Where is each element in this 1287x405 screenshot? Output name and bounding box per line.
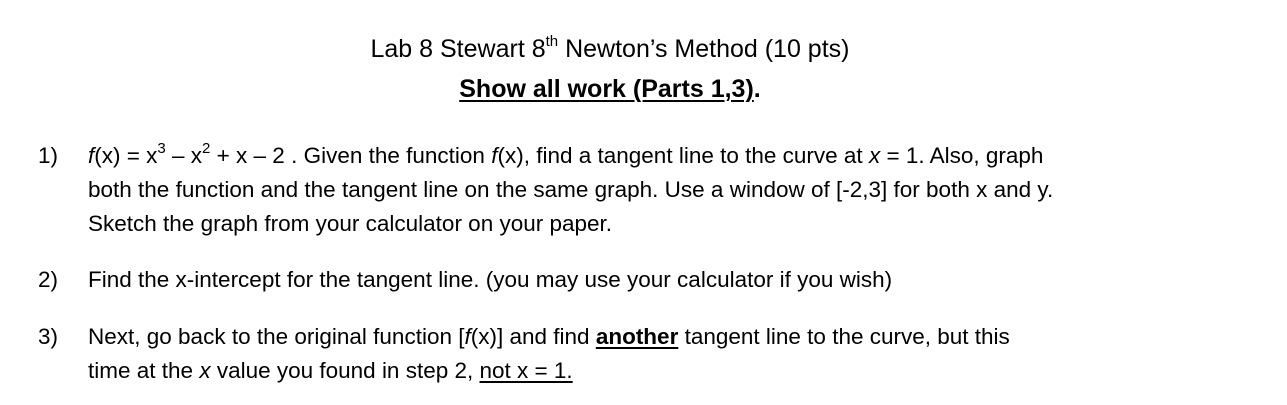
emphasis-not-x: not x = 1. [479, 358, 573, 383]
problem-text: Next, go back to the original function [f(x)] and find another tangent line to the curve, but this time at the x value you found in step 2, not x = 1. [88, 324, 1010, 383]
page-subtitle: Show all work (Parts 1,3). [459, 75, 761, 103]
problem-text: $f(x) = x^3 - x^2 + x - 2$ . Given the function f(x), find a tangent line to the curve at x = 1. Also, graph both the function and the tangent line on the same graph. Use a window of [-2,3] for both x and y. Sketch the graph from your calculator on your paper. [88, 139, 1054, 236]
problem-number: 1) [38, 143, 59, 168]
page-title: Lab 8 Stewart 8th Newton’s Method (10 pts) [370, 32, 850, 63]
emphasis-another: another [595, 324, 679, 349]
problem-number: 3) [38, 324, 59, 349]
problem-text: Find the x-intercept for the tangent line. (you may use your calculator if you wish) [88, 267, 893, 292]
problem-number: 2) [38, 267, 59, 292]
